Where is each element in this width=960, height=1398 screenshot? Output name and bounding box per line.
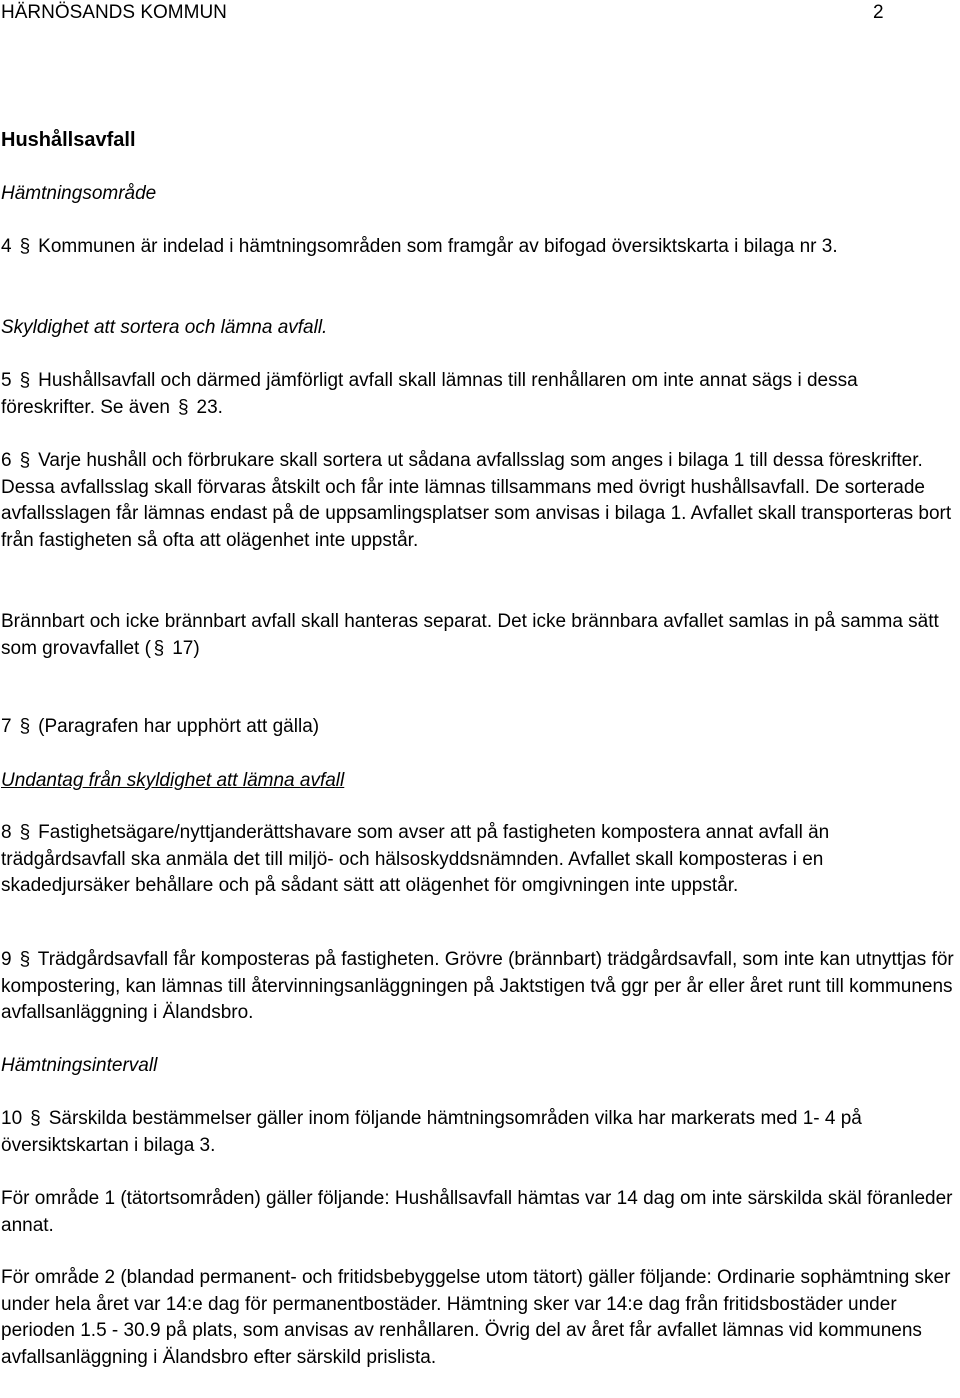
paragraph-10-area-2: För område 2 (blandad permanent- och fritidsbebyggelse utom tätort) gäller följande: Ordinarie sophämtning sker under hela året var 14:e dag för permanentbostäder. Hämtning sker var 14:e dag från fritidsbostäder under perioden 1.5 - 30.9 på plats, som anvisas av renhållaren. Övrig del av året får avfallet lämnas vid kommunens avfallsanläggning i Älandsbro efter särskild prislista. bbox=[1, 1267, 951, 1368]
paragraph-text: Varje hushåll och förbrukare skall sortera ut sådana avfallsslag som anges i bilaga 1 till dessa föreskrifter. Dessa avfallsslag skall förvaras åtskilt och får inte lämnas tillsammans med övrigt hushållsavfall. De sorterade avfallsslagen får lämnas endast på de uppsamlingsplatser som anvisas i bilaga 1. Avfallet skall transporteras bort från fastigheten så ofta att olägenhet inte uppstår. bbox=[1, 450, 952, 551]
subheading-undantag: Undantag från skyldighet att lämna avfall bbox=[1, 770, 345, 791]
paragraph-6 bbox=[1, 448, 956, 554]
paragraph-number: 9 bbox=[1, 949, 12, 970]
paragraph-text: Hushållsavfall och därmed jämförligt avfall skall lämnas till renhållaren om inte annat sägs i dessa föreskrifter. Se även bbox=[1, 370, 858, 418]
paragraph-7 bbox=[1, 714, 956, 741]
section-sign: § bbox=[19, 370, 31, 391]
section-sign: § bbox=[19, 949, 31, 970]
paragraph-6-continued bbox=[1, 609, 956, 662]
paragraph-number: 5 bbox=[1, 370, 12, 391]
paragraph-5 bbox=[1, 368, 956, 421]
paragraph-number: 7 bbox=[1, 716, 12, 737]
paragraph-text: Särskilda bestämmelser gäller inom följande hämtningsområden vilka har markerats med 1- 4 på översiktskartan i bilaga 3. bbox=[1, 1108, 862, 1156]
organization-name: HÄRNÖSANDS KOMMUN bbox=[1, 2, 227, 23]
paragraph-text: Kommunen är indelad i hämtningsområden som framgår av bifogad översiktskarta i bilaga nr 3. bbox=[38, 236, 838, 257]
paragraph-number: 10 bbox=[1, 1108, 23, 1129]
subheading-skyldighet: Skyldighet att sortera och lämna avfall. bbox=[1, 317, 328, 338]
paragraph-text: Fastighetsägare/nyttjanderättshavare som avser att på fastigheten kompostera annat avfall än trädgårdsavfall ska anmäla det till miljö- och hälsoskyddsnämnden. Avfallet skall komposteras i en skadedjursäker behållare och på sådant sätt att olägenhet för omgivningen inte uppstår. bbox=[1, 822, 830, 896]
section-sign: § bbox=[19, 236, 31, 257]
paragraph-10-area-1: För område 1 (tätortsområden) gäller följande: Hushållsavfall hämtas var 14 dag om inte särskilda skäl föranleder annat. bbox=[1, 1188, 953, 1236]
section-sign: § bbox=[19, 716, 31, 737]
page-header bbox=[1, 0, 956, 26]
section-sign: § bbox=[177, 396, 189, 418]
page-number: 2 bbox=[873, 2, 884, 23]
paragraph-number: 8 bbox=[1, 822, 12, 843]
subheading-hamtningsomrade: Hämtningsområde bbox=[1, 183, 157, 204]
subheading-hamtningsintervall: Hämtningsintervall bbox=[1, 1055, 158, 1076]
paragraph-text: Trädgårdsavfall får komposteras på fastigheten. Grövre (brännbart) trädgårdsavfall, som inte kan utnyttjas för kompostering, kan lämnas till återvinningsanläggningen på Jaktstigen två ggr per år eller året runt till kommunens avfallsanläggning i Älandsbro. bbox=[1, 949, 954, 1023]
paragraph-text: Brännbart och icke brännbart avfall skall hanteras separat. Det icke brännbara avfallet samlas in på samma sätt som grovavfallet ( bbox=[1, 611, 939, 659]
paragraph-4 bbox=[1, 234, 956, 261]
section-sign: § bbox=[30, 1108, 41, 1129]
section-title: Hushållsavfall bbox=[1, 129, 136, 151]
section-sign: § bbox=[153, 637, 165, 659]
paragraph-reference: 23. bbox=[196, 396, 223, 418]
section-sign: § bbox=[19, 450, 31, 471]
paragraph-text: (Paragrafen har upphört att gälla) bbox=[38, 716, 320, 737]
paragraph-8 bbox=[1, 820, 956, 900]
paragraph-number: 4 bbox=[1, 236, 12, 257]
section-sign: § bbox=[19, 822, 31, 843]
paragraph-reference: 17) bbox=[172, 637, 200, 659]
paragraph-10 bbox=[1, 1106, 956, 1159]
paragraph-9 bbox=[1, 947, 956, 1027]
paragraph-number: 6 bbox=[1, 450, 12, 471]
